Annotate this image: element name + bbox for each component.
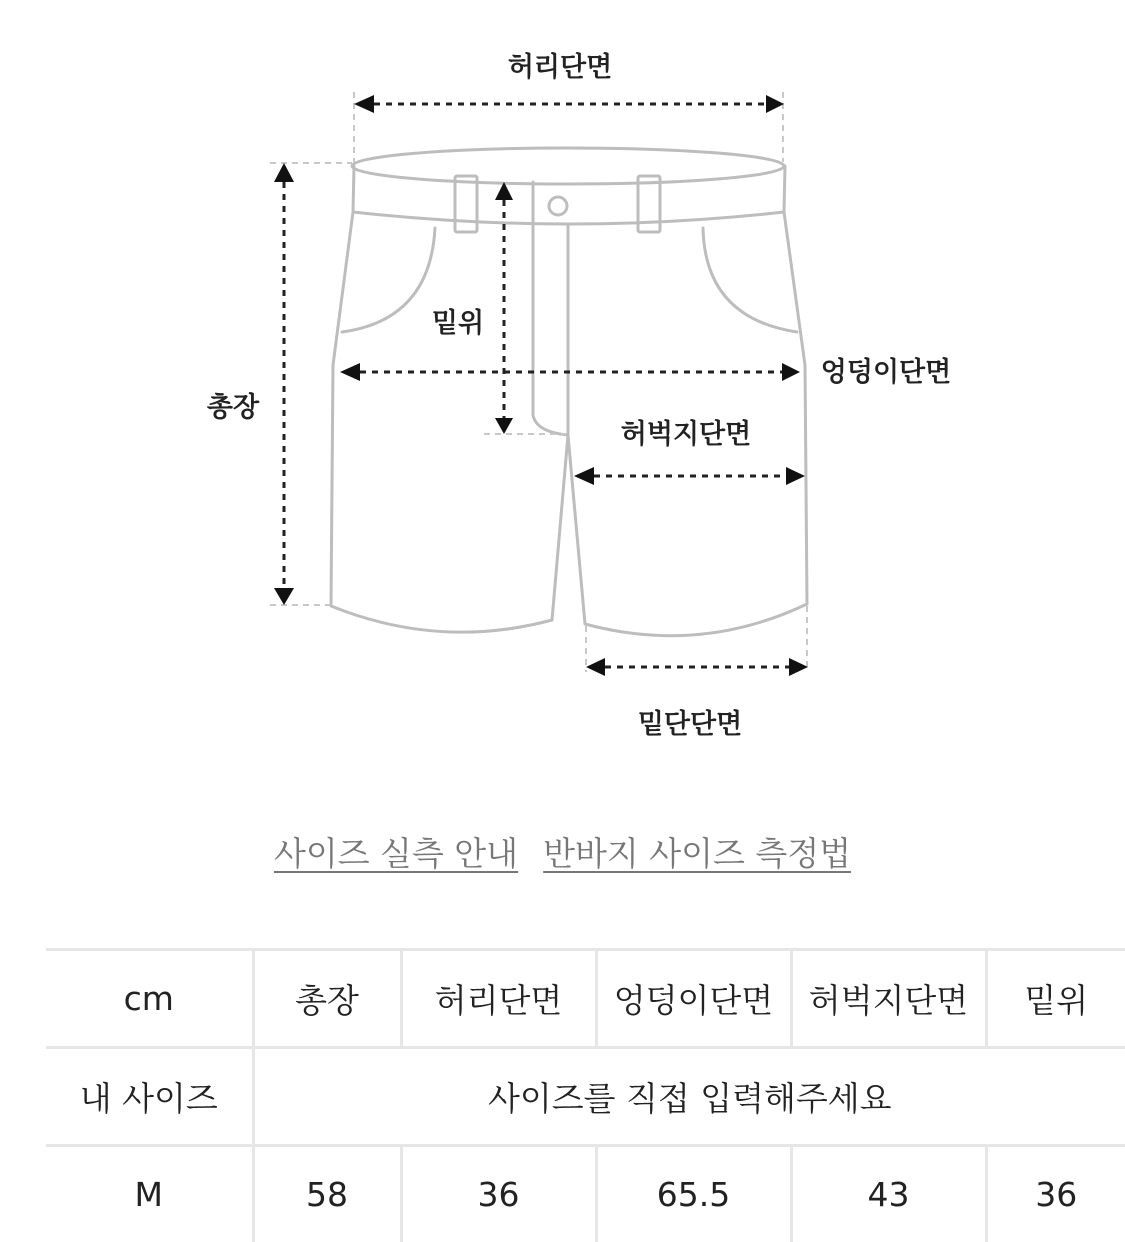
waist-arrow bbox=[354, 95, 784, 113]
rise-arrow bbox=[495, 182, 513, 434]
table-row bbox=[46, 1146, 1125, 1242]
table-cell: 36 bbox=[986, 1146, 1125, 1242]
table-header: 허벅지단면 bbox=[791, 950, 986, 1048]
table-header: 허리단면 bbox=[401, 950, 596, 1048]
table-header: 밑위 bbox=[986, 950, 1125, 1048]
total-length-label: 총장 bbox=[207, 391, 260, 423]
table-cell: 43 bbox=[791, 1146, 986, 1242]
thigh-arrow bbox=[574, 467, 805, 485]
total-length-arrow bbox=[274, 163, 294, 605]
table-cell: 36 bbox=[401, 1146, 596, 1242]
hem-label: 밑단단면 bbox=[638, 708, 742, 740]
measure-guide-link[interactable]: 반바지 사이즈 측정법 bbox=[543, 828, 851, 875]
size-guide-link[interactable]: 사이즈 실측 안내 bbox=[274, 828, 518, 875]
my-size-label: 내 사이즈 bbox=[46, 1048, 253, 1146]
shorts-illustration bbox=[331, 148, 807, 636]
hip-label: 엉덩이단면 bbox=[821, 356, 951, 388]
size-label: M bbox=[46, 1146, 253, 1242]
my-size-row bbox=[46, 1048, 1125, 1146]
size-table bbox=[46, 948, 1125, 1242]
hip-arrow bbox=[340, 363, 800, 381]
hem-arrow bbox=[586, 658, 808, 676]
table-cell: 58 bbox=[253, 1146, 401, 1242]
table-header: 총장 bbox=[253, 950, 401, 1048]
waist-label: 허리단면 bbox=[508, 51, 612, 83]
thigh-label: 허벅지단면 bbox=[621, 418, 751, 450]
table-cell: 65.5 bbox=[596, 1146, 791, 1242]
my-size-input[interactable]: 사이즈를 직접 입력해주세요 bbox=[253, 1048, 1125, 1146]
table-header: cm bbox=[46, 950, 253, 1048]
table-header: 엉덩이단면 bbox=[596, 950, 791, 1048]
table-header-row bbox=[46, 950, 1125, 1048]
guide-links bbox=[0, 828, 1125, 875]
rise-label: 밑위 bbox=[432, 307, 484, 339]
